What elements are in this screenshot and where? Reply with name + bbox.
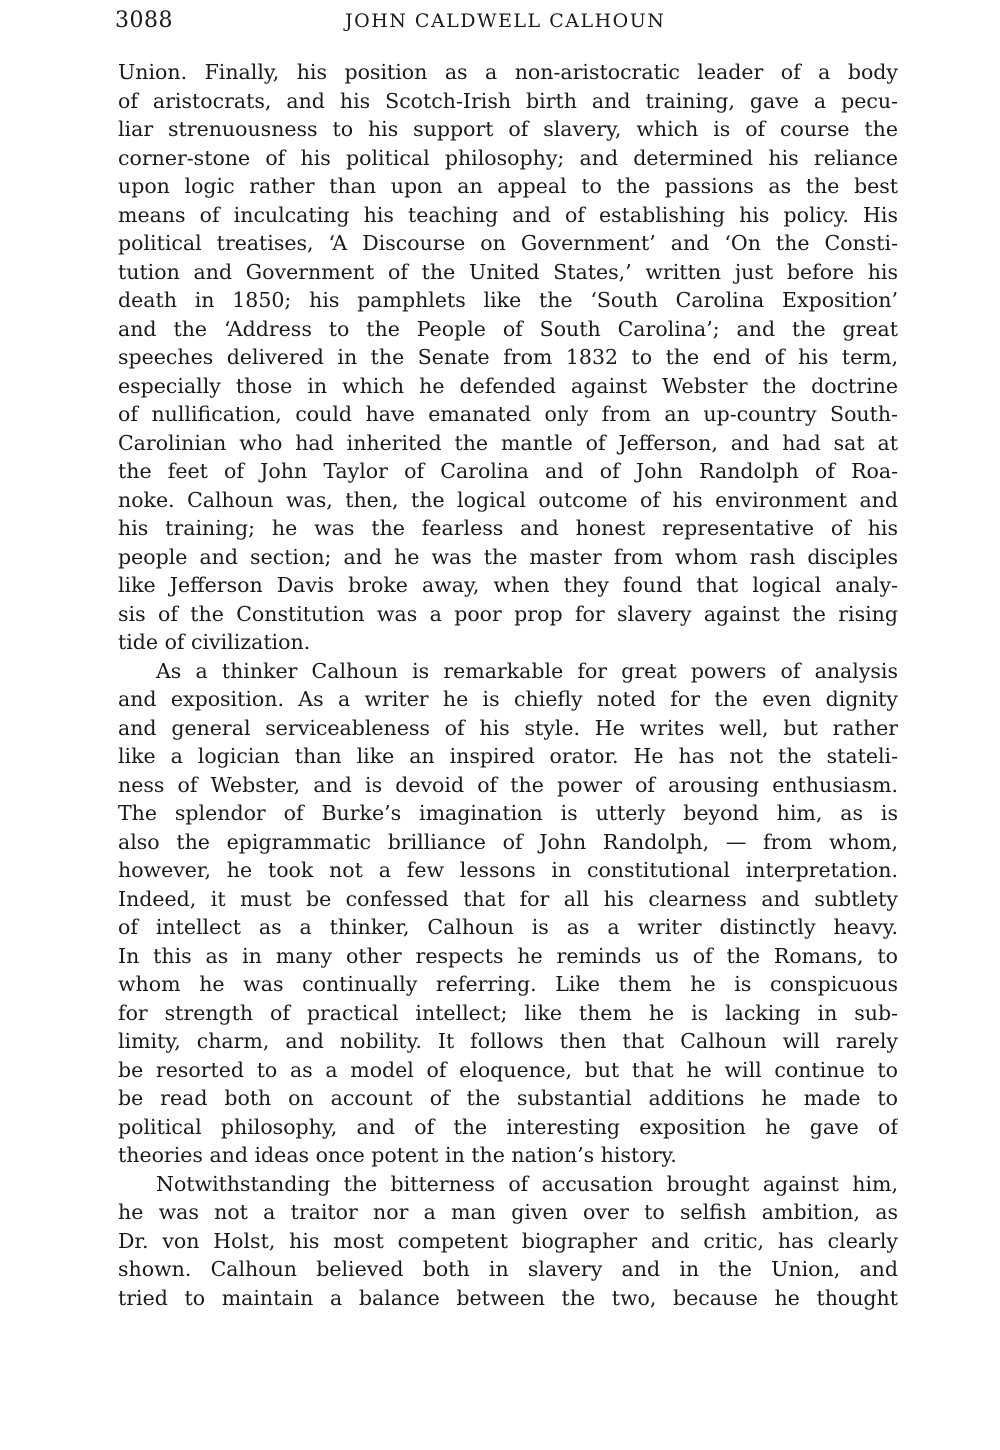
text-line: be resorted to as a model of eloquence, but that he will continue to xyxy=(118,1057,898,1082)
text-line: tried to maintain a balance between the two, because he thought xyxy=(118,1285,898,1310)
text-line: and exposition. As a writer he is chiefly noted for the even dignity xyxy=(118,687,898,711)
text-line: speeches delivered in the Senate from 1832 to the end of his term, xyxy=(118,345,898,369)
text-line: Dr. von Holst, his most competent biographer and critic, has clearly xyxy=(118,1228,898,1253)
text-line: The splendor of Burke’s imagination is utterly beyond him, as is xyxy=(118,801,898,825)
text-line: Carolinian who had inherited the mantle of Jefferson, and had sat at xyxy=(118,430,898,455)
text-line: Indeed, it must be confessed that for all his clearness and subtlety xyxy=(118,886,898,911)
text-line: like a logician than like an inspired orator. He has not the stateli- xyxy=(118,744,898,768)
text-line: sis of the Constitution was a poor prop for slavery against the rising xyxy=(118,601,898,626)
text-line: be read both on account of the substantial additions he made to xyxy=(118,1086,898,1110)
running-title: JOHN CALDWELL CALHOUN xyxy=(345,10,666,32)
text-line: of aristocrats, and his Scotch-Irish birth and training, gave a pecu- xyxy=(118,88,898,113)
text-line: his training; he was the fearless and honest representative of his xyxy=(118,516,898,540)
text-line: for strength of practical intellect; like them he is lacking in sub- xyxy=(118,1000,898,1025)
text-line: also the epigrammatic brilliance of John Randolph, — from whom, xyxy=(118,829,898,854)
paragraph-3 xyxy=(118,1170,898,1313)
text-line: Union. Finally, his position as a non-aristocratic leader of a body xyxy=(118,60,898,84)
text-line: of nullification, could have emanated only from an up-country South- xyxy=(118,402,898,426)
paragraph-2 xyxy=(118,657,898,1170)
text-line: and the ‘Address to the People of South Carolina’; and the great xyxy=(118,316,898,341)
page-number: 3088 xyxy=(115,8,173,33)
text-line: tide of civilization. xyxy=(118,630,311,654)
text-line: the feet of John Taylor of Carolina and of John Randolph of Roa- xyxy=(118,459,898,483)
body-text xyxy=(118,58,898,1312)
text-line: theories and ideas once potent in the nation’s history. xyxy=(118,1143,677,1167)
text-line: upon logic rather than upon an appeal to the passions as the best xyxy=(118,174,898,198)
text-line: especially those in which he defended against Webster the doctrine xyxy=(118,373,898,398)
running-head xyxy=(115,8,905,38)
text-line: death in 1850; his pamphlets like the ‘South Carolina Exposition’ xyxy=(118,288,898,312)
text-line: ness of Webster, and is devoid of the power of arousing enthusiasm. xyxy=(118,772,898,797)
text-line: means of inculcating his teaching and of establishing his policy. His xyxy=(118,202,898,227)
text-line: corner-stone of his political philosophy; and determined his reliance xyxy=(118,145,898,170)
text-line: noke. Calhoun was, then, the logical outcome of his environment and xyxy=(118,487,898,512)
paragraph-1 xyxy=(118,58,898,657)
text-line: political philosophy, and of the interesting exposition he gave of xyxy=(118,1114,898,1139)
text-line: he was not a traitor nor a man given over to selfish ambition, as xyxy=(118,1200,898,1224)
text-line: like Jefferson Davis broke away, when they found that logical analy- xyxy=(118,573,898,597)
text-line: tution and Government of the United States,’ written just before his xyxy=(118,259,898,284)
text-line: As a thinker Calhoun is remarkable for great powers of analysis xyxy=(156,658,898,683)
text-line: In this as in many other respects he reminds us of the Romans, to xyxy=(118,943,898,968)
text-line: people and section; and he was the master from whom rash disciples xyxy=(118,544,898,569)
text-line: of intellect as a thinker, Calhoun is as a writer distinctly heavy. xyxy=(118,915,898,939)
text-line: liar strenuousness to his support of slavery, which is of course the xyxy=(118,117,898,141)
text-line: however, he took not a few lessons in constitutional interpretation. xyxy=(118,858,898,882)
text-line: shown. Calhoun believed both in slavery and in the Union, and xyxy=(118,1257,898,1281)
text-line: and general serviceableness of his style. He writes well, but rather xyxy=(118,715,898,740)
text-line: Notwithstanding the bitterness of accusation brought against him, xyxy=(156,1171,898,1196)
text-line: political treatises, ‘A Discourse on Government’ and ‘On the Consti- xyxy=(118,231,898,255)
text-line: whom he was continually referring. Like them he is conspicuous xyxy=(118,972,898,996)
text-line: limity, charm, and nobility. It follows then that Calhoun will rarely xyxy=(118,1029,898,1053)
